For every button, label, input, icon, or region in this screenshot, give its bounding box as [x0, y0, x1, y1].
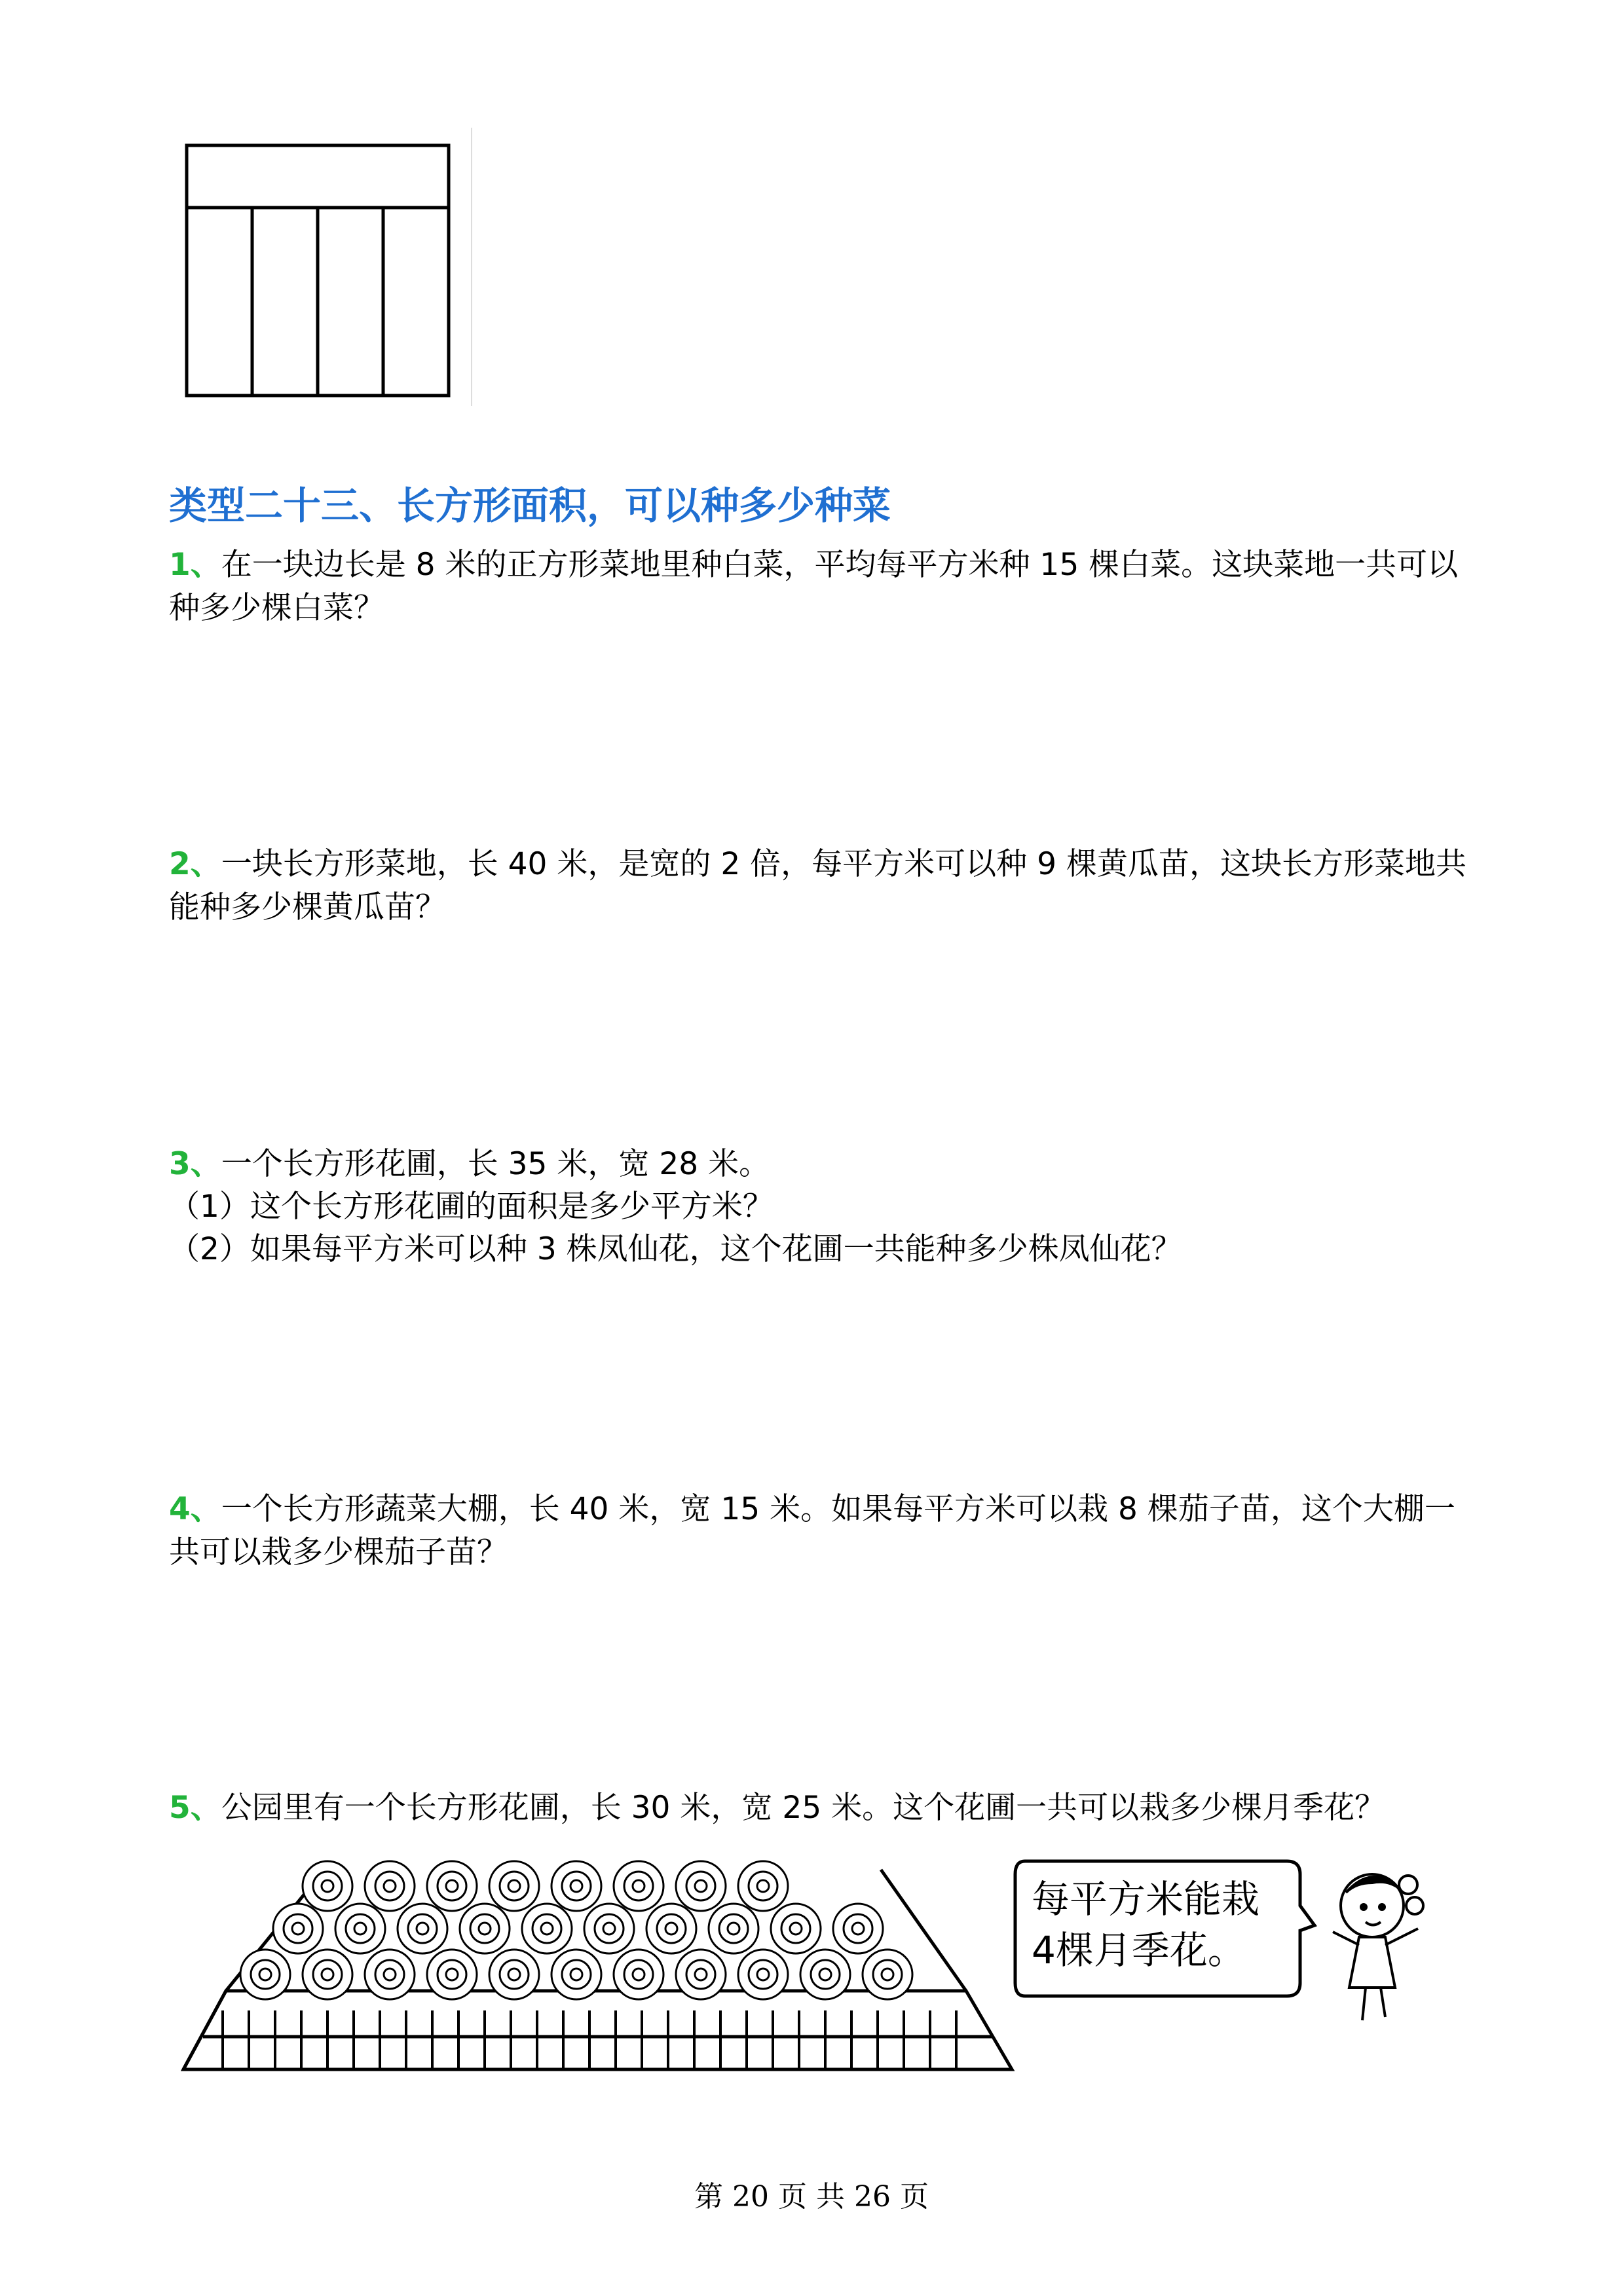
rose-garden-illustration — [177, 1834, 1028, 2083]
question-number: 3、 — [169, 1146, 221, 1182]
question-text: 公园里有一个长方形花圃，长 30 米，宽 25 米。这个花圃一共可以栽多少棵月季花？ — [221, 1790, 1386, 1826]
question-text: 在一块边长是 8 米的正方形菜地里种白菜，平均每平方米种 15 棵白菜。这块菜地一共可以种多少棵白菜？ — [169, 547, 1459, 626]
division-figure — [164, 124, 485, 413]
bubble-line-2: 4棵月季花。 — [1032, 1928, 1246, 1972]
question-4 — [169, 1488, 1472, 1574]
question-1 — [169, 544, 1472, 630]
question-3 — [169, 1143, 1472, 1186]
question-number: 2、 — [169, 846, 221, 882]
question-3-part-2: （2）如果每平方米可以种 3 株凤仙花，这个花圃一共能种多少株凤仙花？ — [169, 1231, 1182, 1267]
question-5 — [169, 1787, 1472, 1830]
section-heading: 类型二十三、长方形面积，可以种多少种菜 — [169, 483, 891, 528]
question-text: 一个长方形蔬菜大棚，长 40 米，宽 15 米。如果每平方米可以栽 8 棵茄子苗，这个大棚一共可以栽多少棵茄子苗？ — [169, 1491, 1455, 1570]
question-2 — [169, 843, 1472, 929]
bubble-line-1: 每平方米能栽 — [1032, 1877, 1260, 1921]
question-text: 一个长方形花圃，长 35 米，宽 28 米。 — [221, 1146, 770, 1182]
question-3-part-1: （1）这个长方形花圃的面积是多少平方米？ — [169, 1189, 774, 1225]
question-text: 一块长方形菜地，长 40 米，是宽的 2 倍，每平方米可以种 9 棵黄瓜苗，这块长方形菜地共能种多少棵黄瓜苗？ — [169, 846, 1466, 925]
question-number: 5、 — [169, 1790, 221, 1826]
girl-cartoon — [1323, 1860, 1454, 2030]
question-number: 1、 — [169, 547, 221, 583]
page-footer: 第 20 页 共 26 页 — [694, 2180, 929, 2213]
question-number: 4、 — [169, 1491, 221, 1527]
